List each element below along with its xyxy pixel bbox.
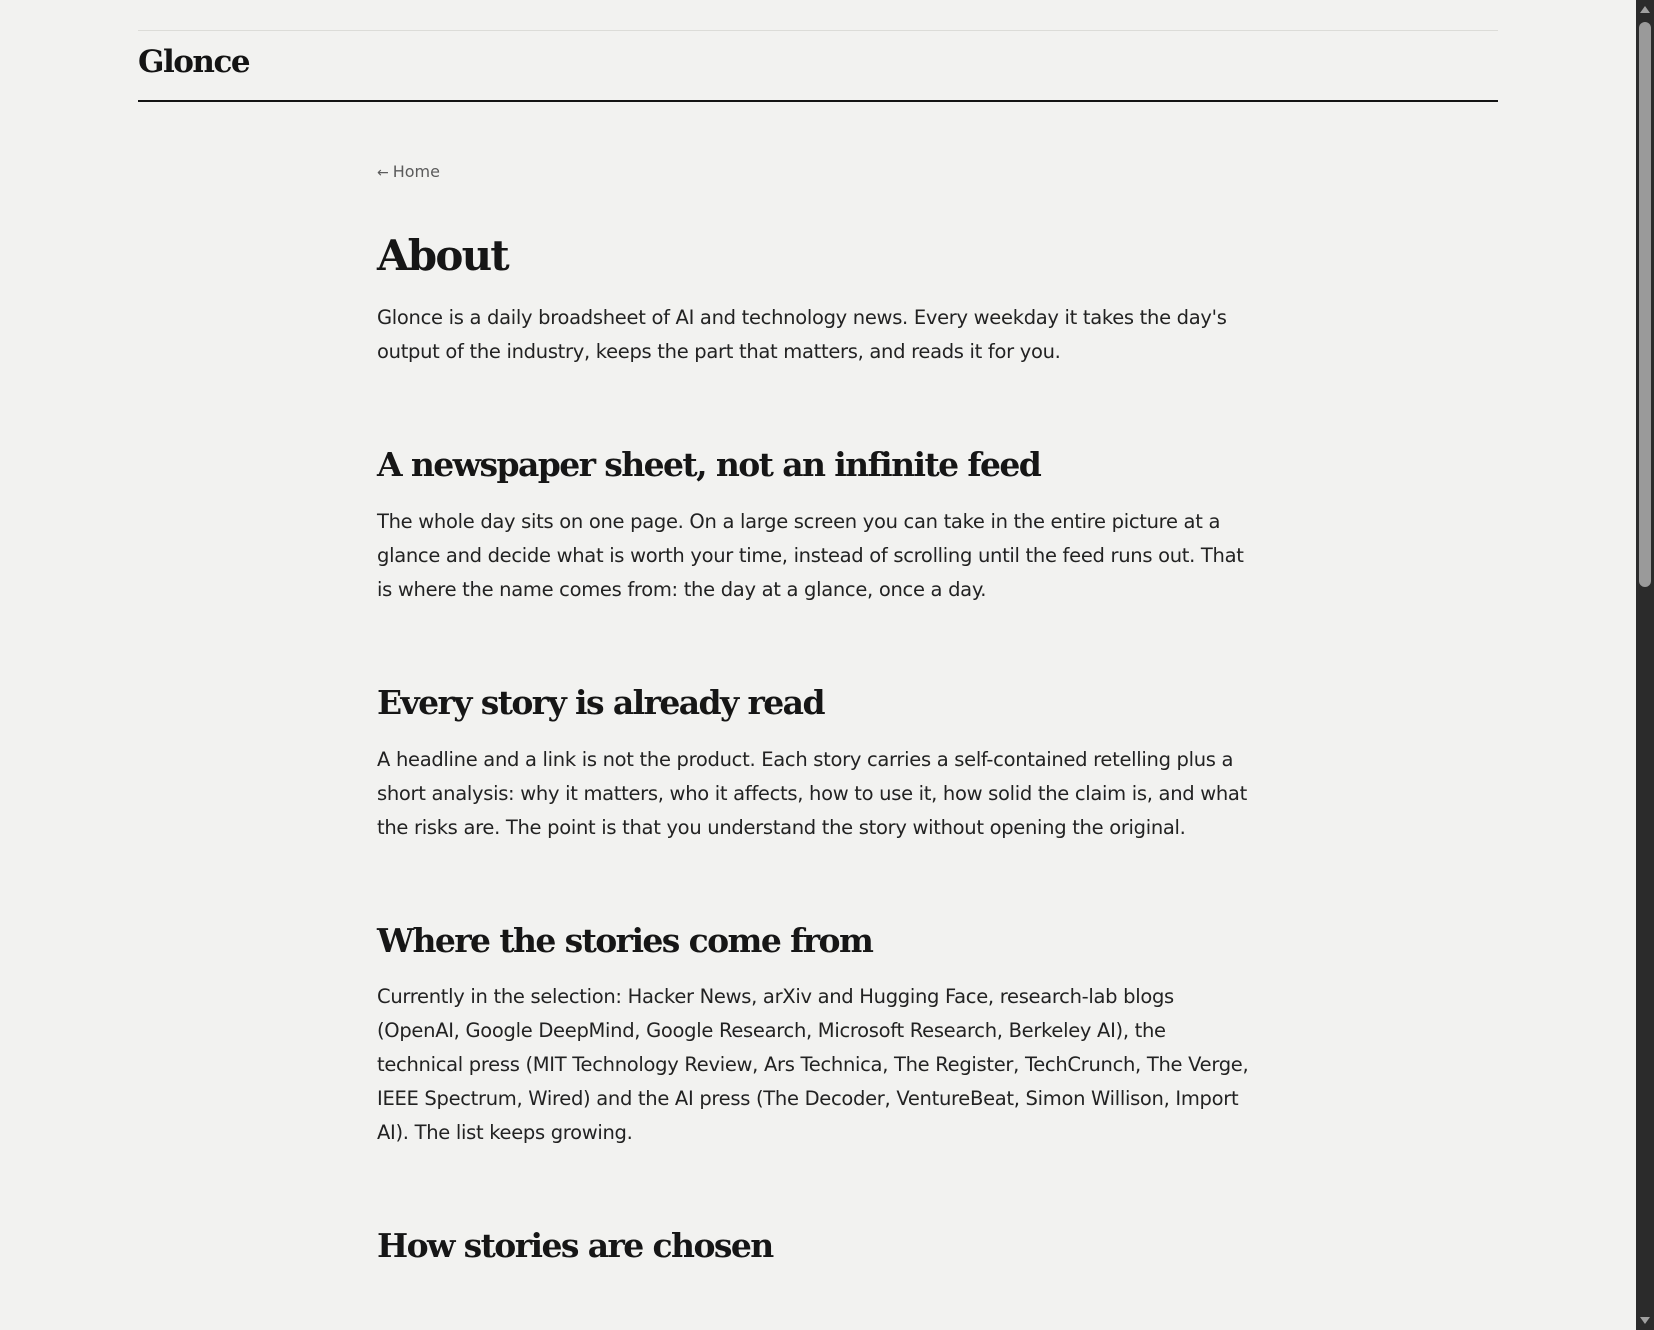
scroll-up-arrow-icon[interactable]	[1640, 6, 1650, 13]
section-already-read	[377, 683, 1257, 845]
scrollbar-thumb[interactable]	[1639, 22, 1651, 587]
left-arrow-icon: ←	[377, 165, 389, 181]
page-title: About	[377, 231, 508, 280]
brand-logo[interactable]: Glonce	[138, 44, 250, 80]
intro-paragraph: Glonce is a daily broadsheet of AI and technology news. Every weekday it takes the day's output of the industry, keeps the part that matters, and reads it for you.	[377, 306, 1227, 364]
back-home-label: Home	[392, 162, 440, 181]
section-body: Currently in the selection: Hacker News, arXiv and Hugging Face, research-lab blogs (OpenAI, Google DeepMind, Google Research, Microsoft Research, Berkeley AI), the technical press (MIT Technology Review, Ars Technica, The Register, TechCrunch, The Verge, IEEE Spectrum, Wired) and the AI press (The Decoder, VentureBeat, Simon Willison, Import AI). The list keeps growing.	[377, 985, 1249, 1145]
section-heading: Every story is already read	[377, 682, 824, 722]
section-heading: A newspaper sheet, not an infinite feed	[377, 445, 1041, 485]
section-newspaper-sheet	[377, 445, 1257, 607]
section-body: A headline and a link is not the product. Each story carries a self-contained retelling plus a short analysis: why it matters, who it affects, how to use it, how solid the claim is, and what the risks are. The point is that you understand the story without opening the original.	[377, 747, 1247, 839]
section-heading: How stories are chosen	[377, 1226, 773, 1266]
scroll-down-arrow-icon[interactable]	[1640, 1317, 1650, 1324]
section-body: The whole day sits on one page. On a large screen you can take in the entire picture at a glance and decide what is worth your time, instead of scrolling until the feed runs out. That is where the name comes from: the day at a glance, once a day.	[377, 509, 1244, 601]
vertical-scrollbar[interactable]	[1636, 0, 1654, 1330]
masthead	[138, 31, 1498, 102]
about-article	[377, 150, 1257, 1286]
section-selection	[377, 1226, 1257, 1266]
section-heading: Where the stories come from	[377, 920, 873, 960]
section-sources	[377, 921, 1257, 1151]
back-home-link[interactable]	[377, 162, 440, 181]
